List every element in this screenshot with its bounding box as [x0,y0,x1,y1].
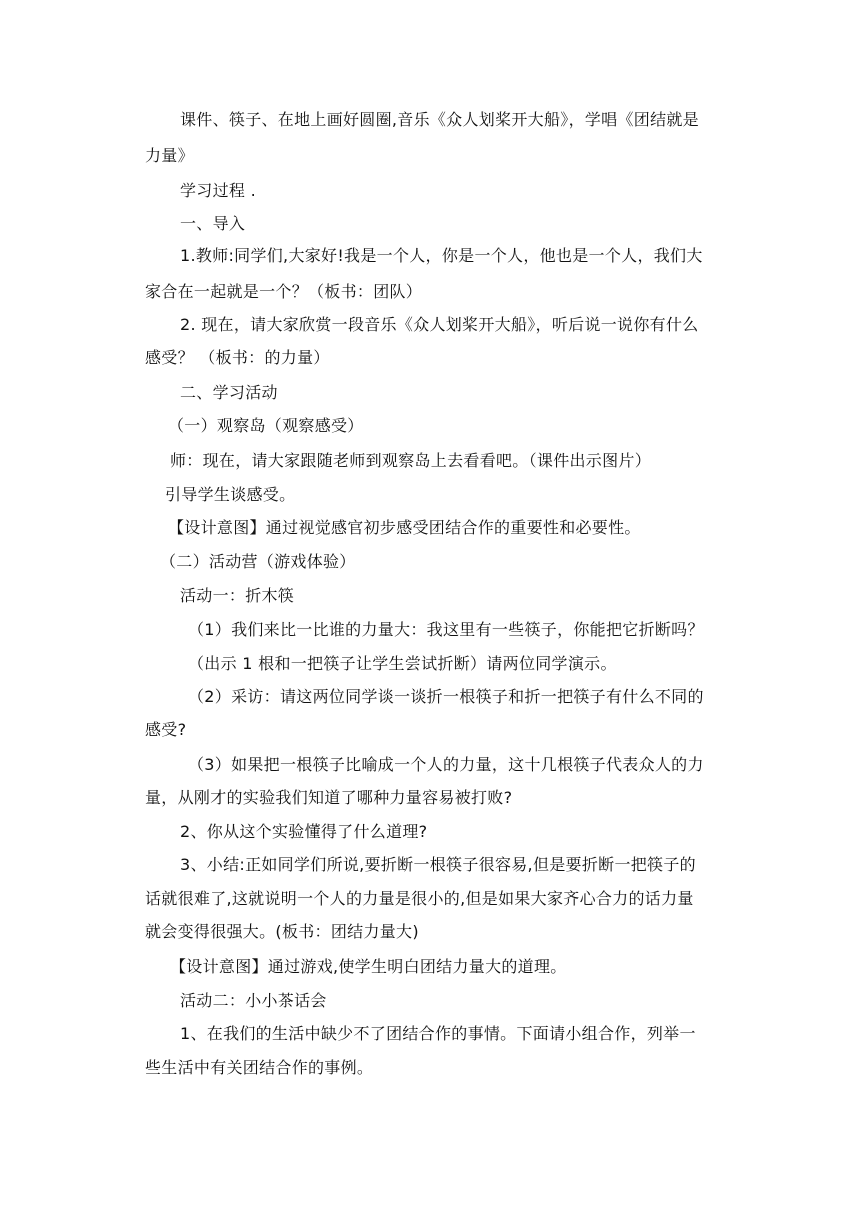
text-line-12: 引导学生谈感受。 [165,485,296,504]
text-line-17: （出示 1 根和一把筷子让学生尝试折断）请两位同学演示。 [188,654,617,673]
design-intent-2: 【设计意图】通过游戏,使学生明白团结力量大的道理。 [170,957,567,976]
section-heading-activities: 二、学习活动 [180,383,278,402]
text-line-16: （1）我们来比一比谁的力量大：我这里有一些筷子，你能把它折断吗？ [188,620,704,639]
text-line-11: 师：现在，请大家跟随老师到观察岛上去看看吧。（课件出示图片） [170,451,652,470]
text-line-7: 2. 现在，请大家欣赏一段音乐《众人划桨开大船》，听后说一说你有什么 [180,315,699,334]
subsection-observe: （一）观察岛（观察感受） [168,416,364,435]
text-line-29: 些生活中有关团结合作的事例。 [145,1058,374,1077]
text-line-6: 家合在一起就是一个？（板书：团队） [145,282,423,301]
section-heading-intro: 一、导入 [180,214,246,233]
text-line-8: 感受？ （板书：的力量） [145,348,330,367]
text-line-2: 力量》 [145,146,194,165]
text-line-1: 课件、筷子、在地上画好圆圈,音乐《众人划桨开大船》，学唱《团结就是 [180,110,699,129]
text-line-20: （3）如果把一根筷子比喻成一个人的力量，这十几根筷子代表众人的力 [188,755,704,774]
text-line-18: （2）采访：请这两位同学谈一谈折一根筷子和折一把筷子有什么不同的 [188,687,704,706]
text-line-28: 1、在我们的生活中缺少不了团结合作的事情。下面请小组合作，列举一 [180,1024,696,1043]
text-line-25: 就会变得很强大。(板书：团结力量大) [145,922,419,941]
text-line-3: 学习过程 . [180,181,256,200]
text-line-23: 3、小结:正如同学们所说,要折断一根筷子很容易,但是要折断一把筷子的 [180,855,696,874]
text-line-24: 话就很难了,这就说明一个人的力量是很小的,但是如果大家齐心合力的话力量 [145,889,694,908]
design-intent-1: 【设计意图】通过视觉感官初步感受团结合作的重要性和必要性。 [168,518,641,537]
text-line-5: 1.教师:同学们,大家好!我是一个人，你是一个人，他也是一个人，我们大 [180,246,703,265]
activity-two-title: 活动二：小小茶话会 [180,991,327,1010]
text-line-19: 感受? [145,720,187,739]
subsection-activity-camp: （二）活动营（游戏体验） [160,552,356,571]
text-line-21: 量，从刚才的实验我们知道了哪种力量容易被打败? [145,788,513,807]
activity-one-title: 活动一：折木筷 [180,586,295,605]
text-line-22: 2、你从这个实验懂得了什么道理? [180,822,428,841]
